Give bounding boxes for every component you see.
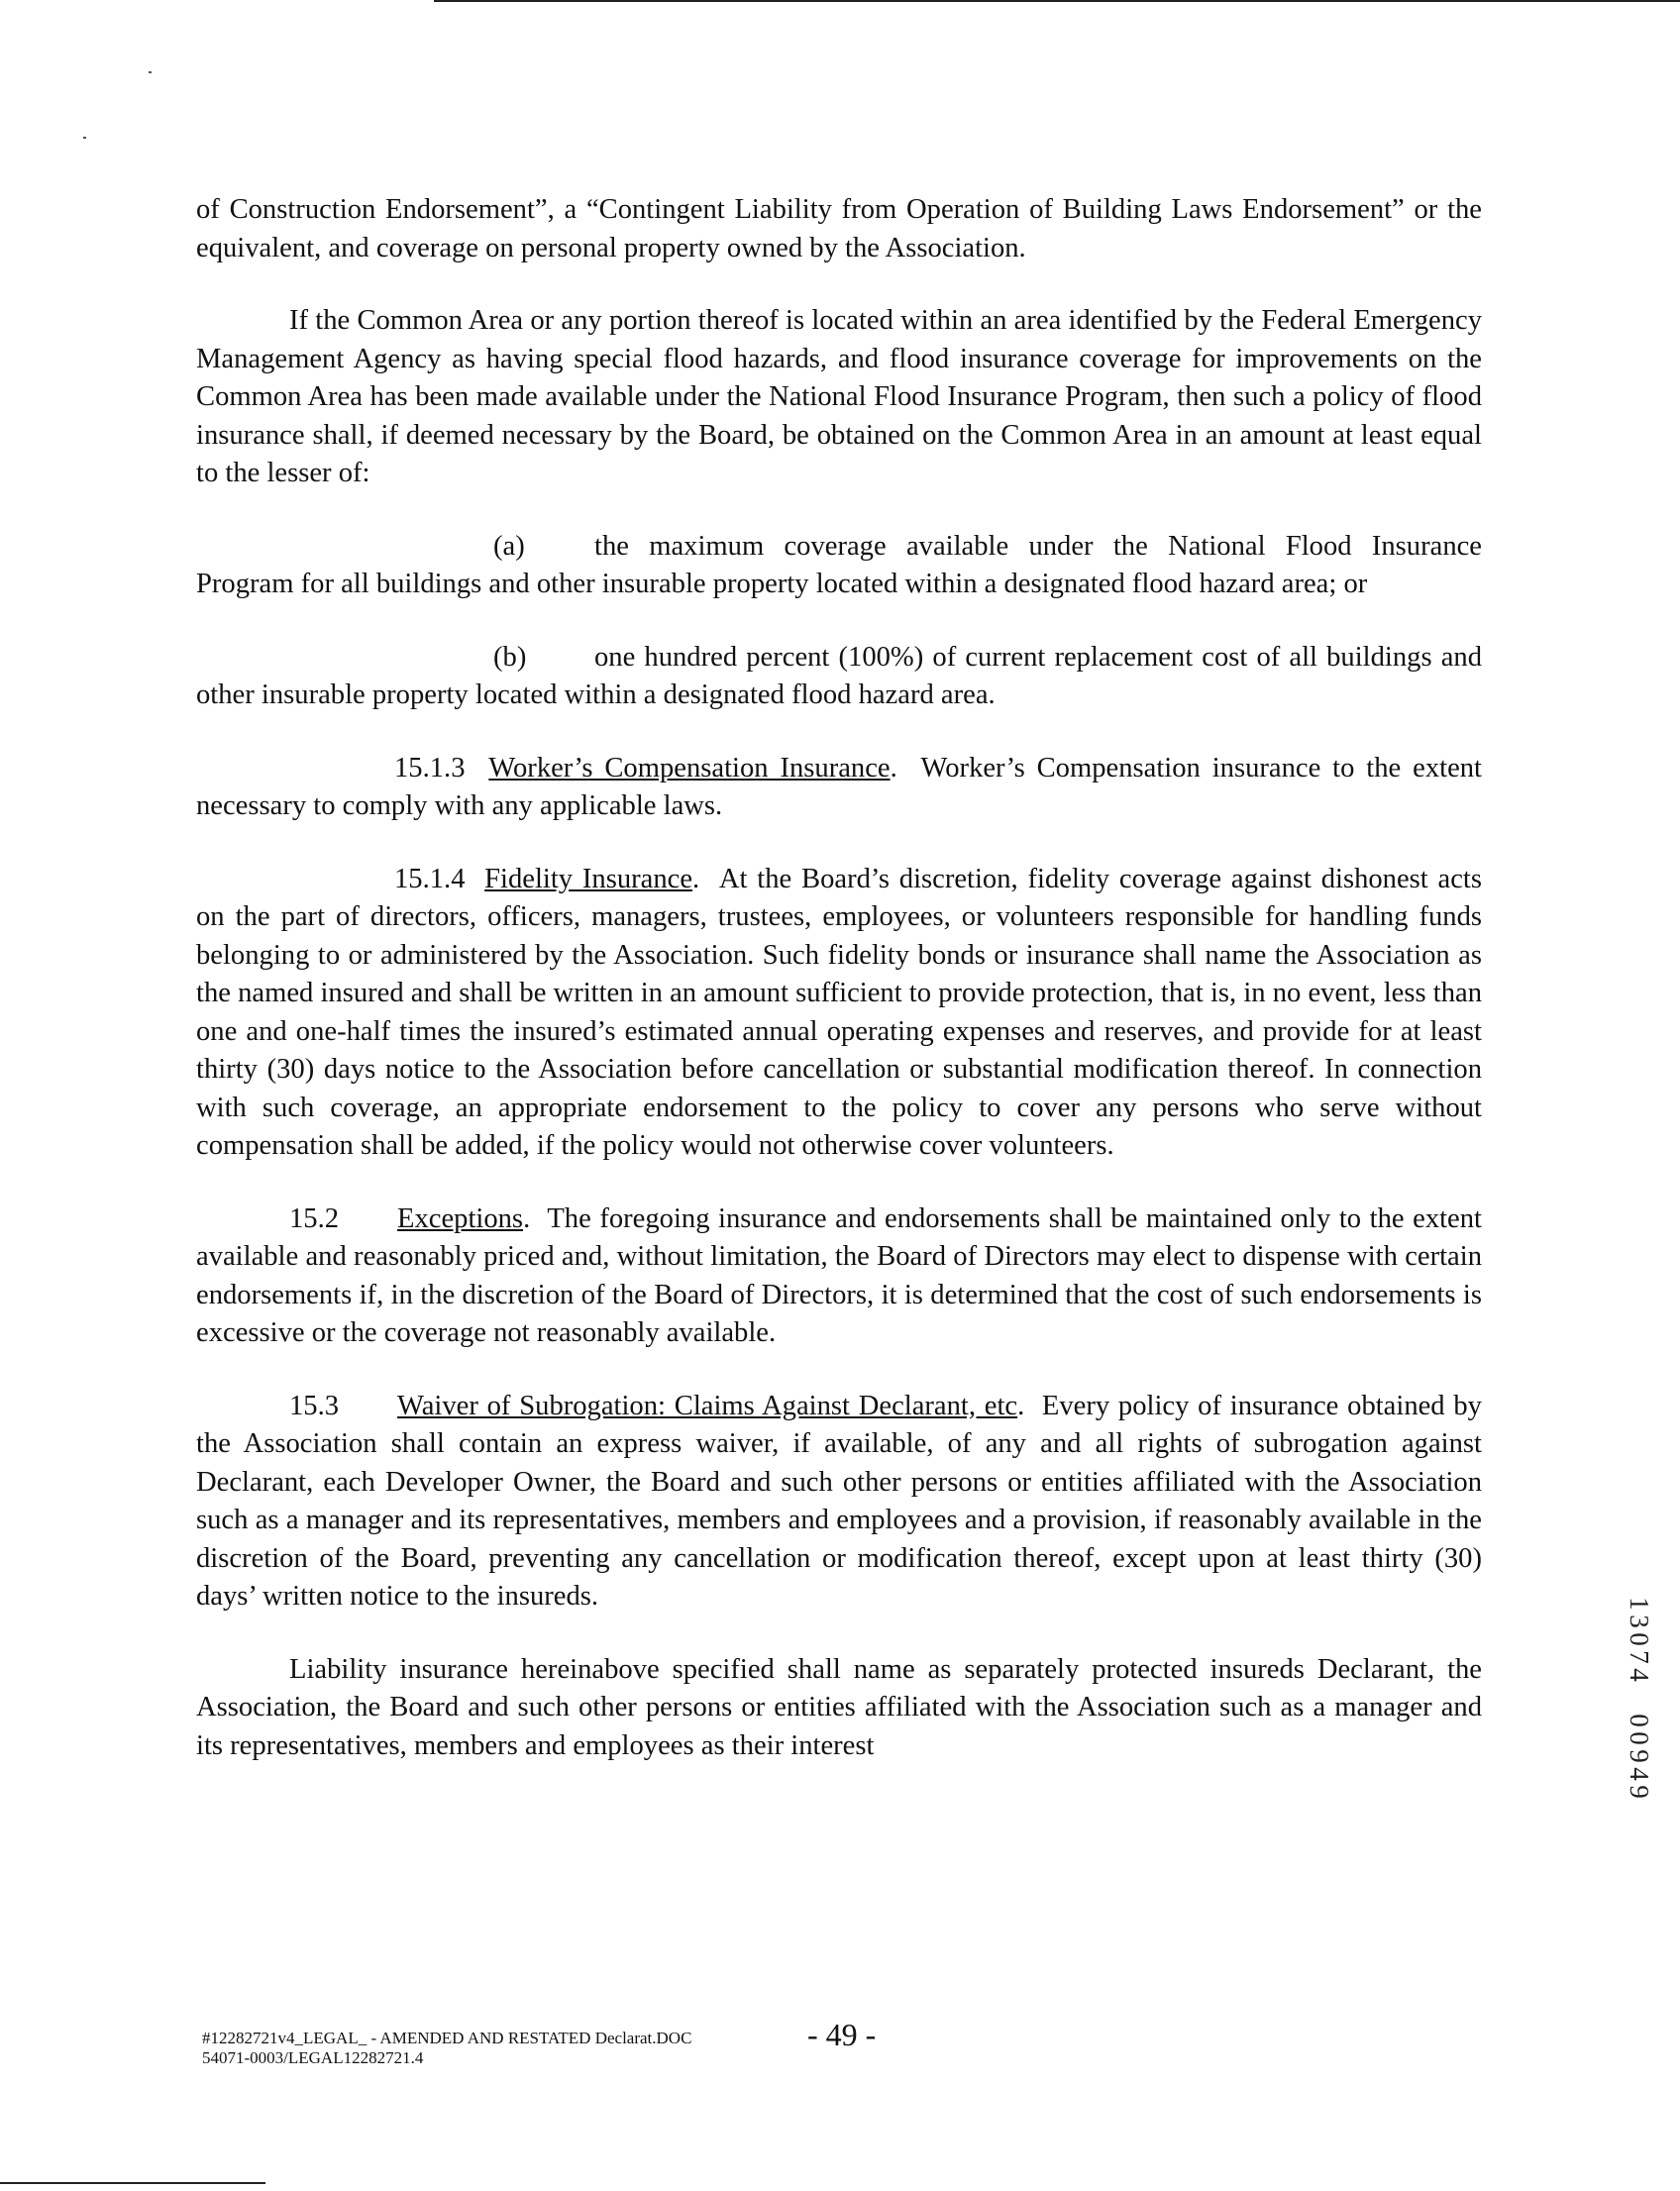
section-number: 15.1.4: [394, 863, 466, 894]
section-15-1-3: 15.1.3 Worker’s Compensation Insurance. Worker’s Compensation insurance to the extent necessary to comply with any applicable laws.: [196, 752, 1482, 821]
section-text: The foregoing insurance and endorsements shall be maintained only to the extent available and reasonably priced and, without limitation, the Board of Directors may elect to dispense with certain endorsements if, in the discretion of the Board of Directors, it is determined that the cost of such endorsements is excessive or the coverage not reasonably available.: [196, 1202, 1482, 1348]
stamp-digit: 4: [1625, 1668, 1654, 1682]
stamp-digit: 3: [1625, 1615, 1654, 1628]
scan-speck: [83, 137, 86, 139]
section-text: Every policy of insurance obtained by the Association shall contain an express waiver, if available, of any and all rights of subrogation against Declarant, each Developer Owner, the Board and such other persons or entities affiliated with the Association such as a manager and its representatives, members and employees and a provision, if reasonably available in the discretion of the Board, preventing any cancellation or modification thereof, except upon at least thirty (30) days’ written notice to the insureds.: [196, 1390, 1482, 1612]
stamp-digit: 0: [1625, 1632, 1654, 1646]
page-number: - 49 -: [807, 2017, 877, 2052]
list-item-a-label: (a): [493, 530, 525, 562]
section-number: 15.2: [289, 1202, 340, 1234]
section-number: 15.3: [289, 1390, 340, 1421]
footer-document-reference: [202, 2029, 691, 2068]
list-item-a-text: the maximum coverage available under the National Flood Insurance Program for all buildings and other insurable property located within a designated flood hazard area; or: [196, 530, 1482, 599]
side-recording-stamp: [1625, 1595, 1654, 1801]
section-heading: Fidelity Insurance: [484, 863, 693, 894]
continuation-paragraph: of Construction Endorsement”, a “Contingent Liability from Operation of Building Laws Endorsement” or the equivalent, and coverage on personal property owned by the Association.: [196, 194, 1482, 263]
section-15-1-4: 15.1.4 Fidelity Insurance. At the Board’s discretion, fidelity coverage against dishonest acts on the part of directors, officers, managers, trustees, employees, or volunteers responsible for handling funds belonging to or administered by the Association. Such fidelity bonds or insurance shall name the Association as the named insured and shall be written in an amount sufficient to provide protection, that is, in no event, less than one and one-half times the insured’s estimated annual operating expenses and reserves, and provide for at least thirty (30) days notice to the Association before cancellation or substantial modification thereof. In connection with such coverage, an appropriate endorsement to the policy to cover any persons who serve without compensation shall be added, if the policy would not otherwise cover volunteers.: [196, 863, 1482, 1161]
stamp-digit: 9: [1625, 1785, 1654, 1799]
stamp-digit: 1: [1625, 1597, 1654, 1611]
section-text: At the Board’s discretion, fidelity coverage against dishonest acts on the part of directors, officers, managers, trustees, employees, or volunteers responsible for handling funds belonging to or administered by the Association. Such fidelity bonds or insurance shall name the Association as the named insured and shall be written in an amount sufficient to provide protection, that is, in no event, less than one and one-half times the insured’s estimated annual operating expenses and reserves, and provide for at least thirty (30) days notice to the Association before cancellation or substantial modification thereof. In connection with such coverage, an appropriate endorsement to the policy to cover any persons who serve without compensation shall be added, if the policy would not otherwise cover volunteers.: [196, 863, 1482, 1161]
section-15-2: 15.2 Exceptions. The foregoing insurance and endorsements shall be maintained only to the extent available and reasonably priced and, without limitation, the Board of Directors may elect to dispense with certain endorsements if, in the discretion of the Board of Directors, it is determined that the cost of such endorsements is excessive or the coverage not reasonably available.: [196, 1200, 1482, 1353]
stamp-digit: 0: [1625, 1714, 1654, 1727]
document-body: [196, 191, 1482, 1800]
section-heading: Worker’s Compensation Insurance: [488, 752, 891, 783]
footer-ref-line-2: 54071-0003/LEGAL12282721.4: [202, 2048, 424, 2067]
list-item-b-label: (b): [493, 641, 527, 673]
top-scan-rule: [434, 0, 1680, 2]
list-item-a: [196, 528, 1482, 604]
section-heading: Exceptions: [397, 1202, 524, 1234]
list-item-b-text: one hundred percent (100%) of current replacement cost of all buildings and other insurable property located within a designated flood hazard area.: [196, 641, 1482, 710]
stamp-digit: 0: [1625, 1731, 1654, 1745]
section-text: Worker’s Compensation insurance to the extent necessary to comply with any applicable laws.: [196, 752, 1482, 821]
footer-ref-line-1: #12282721v4_LEGAL_ - AMENDED AND RESTATED Declarat.DOC: [202, 2029, 692, 2047]
stamp-digit: 7: [1625, 1650, 1654, 1664]
scan-speck: [149, 71, 152, 73]
section-heading: Waiver of Subrogation: Claims Against Declarant, etc: [397, 1390, 1018, 1421]
bottom-scan-rule: [0, 2182, 265, 2184]
section-15-3: 15.3 Waiver of Subrogation: Claims Against Declarant, etc. Every policy of insurance obtained by the Association shall contain an express waiver, if available, of any and all rights of subrogation against Declarant, each Developer Owner, the Board and such other persons or entities affiliated with the Association such as a manager and its representatives, members and employees and a provision, if reasonably available in the discretion of the Board, preventing any cancellation or modification thereof, except upon at least thirty (30) days’ written notice to the insureds.: [196, 1388, 1482, 1617]
stamp-digit: 4: [1625, 1767, 1654, 1781]
stamp-digit: 9: [1625, 1749, 1654, 1763]
liability-insurance-paragraph: Liability insurance hereinabove specified shall name as separately protected insureds Declarant, the Association, the Board and such other persons or entities affiliated with the Association such as a manager and its representatives, members and employees as their interest: [196, 1653, 1482, 1761]
flood-insurance-paragraph: If the Common Area or any portion thereof is located within an area identified by the Federal Emergency Management Agency as having special flood hazards, and flood insurance coverage for improvements on the Common Area has been made available under the National Flood Insurance Program, then such a policy of flood insurance shall, if deemed necessary by the Board, be obtained on the Common Area in an amount at least equal to the lesser of:: [196, 305, 1482, 488]
list-item-b: [196, 639, 1482, 715]
section-number: 15.1.3: [394, 752, 466, 783]
